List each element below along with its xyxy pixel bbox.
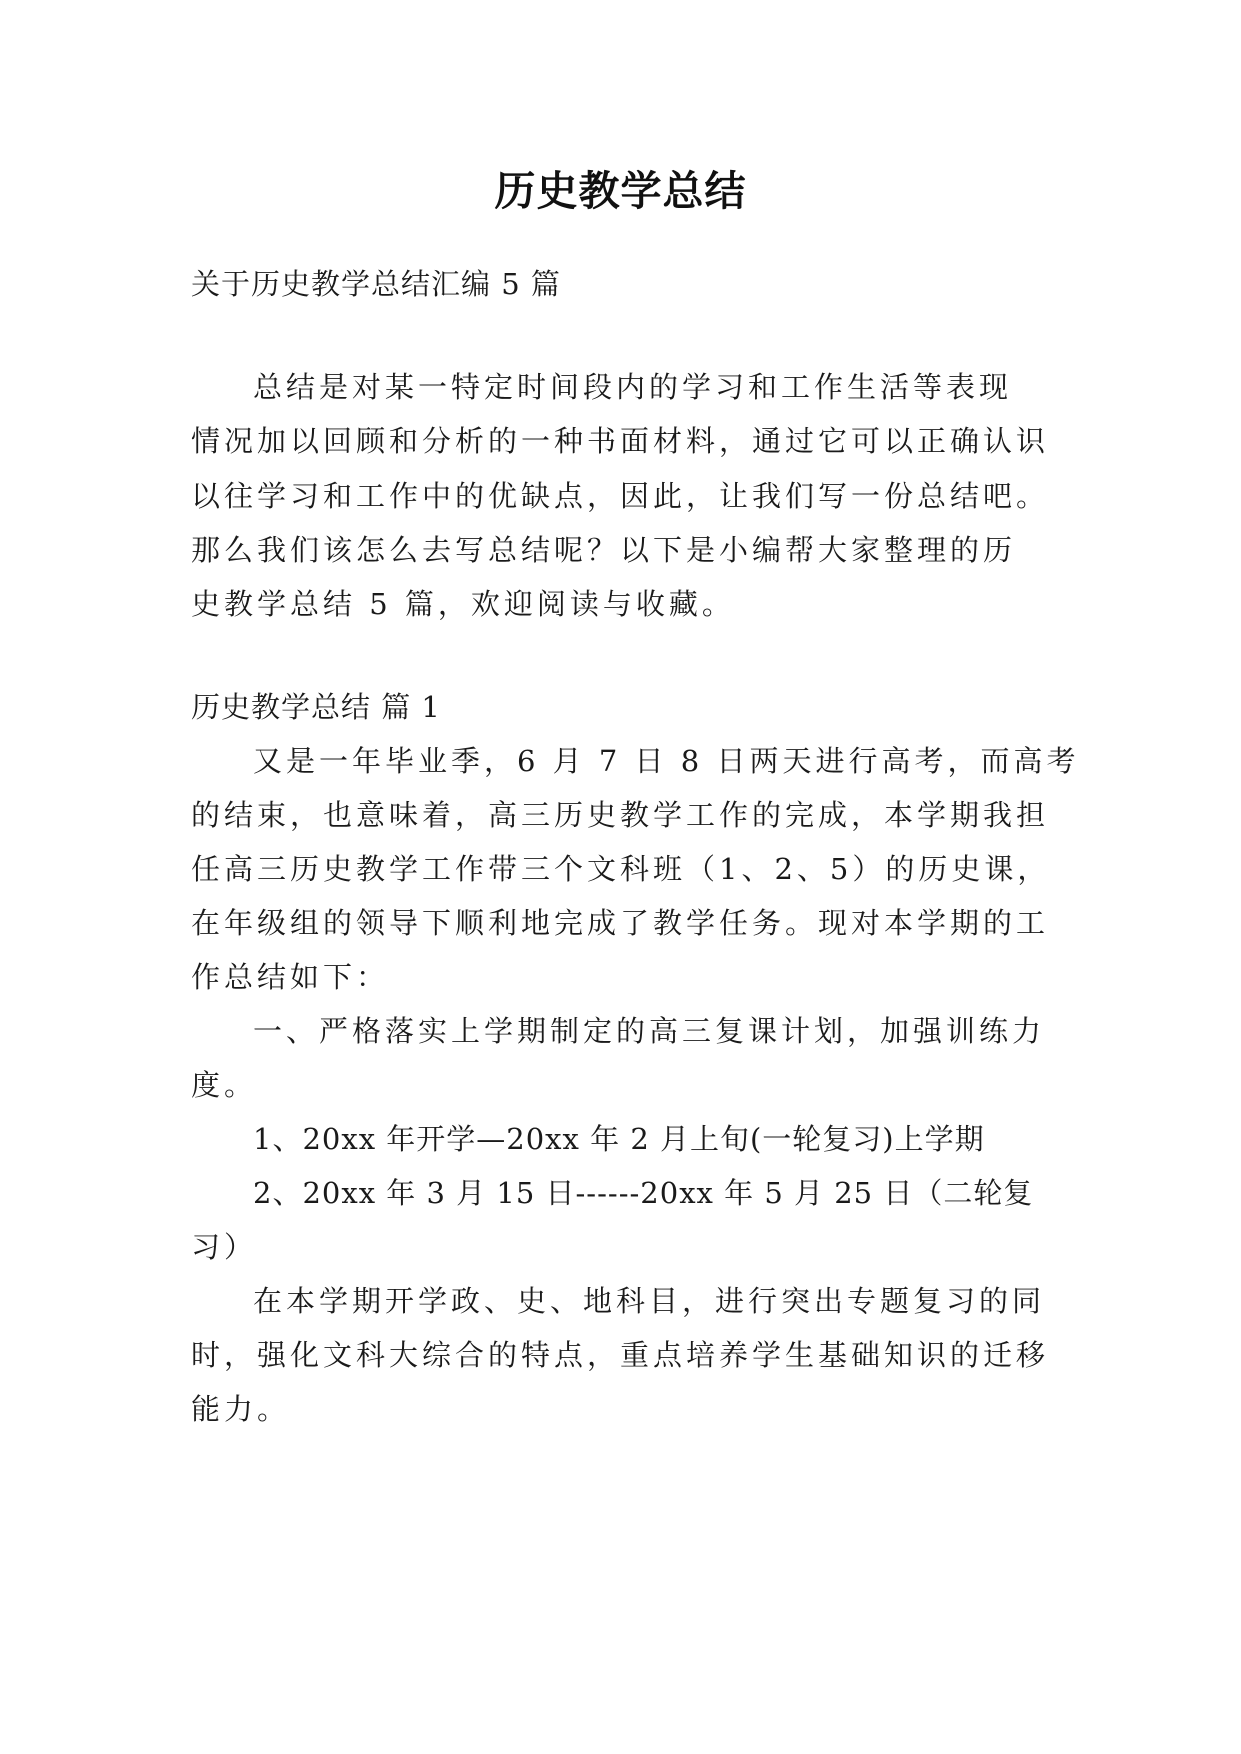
paragraph-line: 能力。 <box>191 1392 291 1426</box>
paragraph-line: 的结束，也意味着，高三历史教学工作的完成，本学期我担 <box>191 798 1050 832</box>
paragraph-line: 习） <box>191 1230 258 1264</box>
paragraph-line: 2、20xx 年 3 月 15 日------20xx 年 5 月 25 日（二轮复 <box>253 1176 1034 1210</box>
paragraph-line: 情况加以回顾和分析的一种书面材料，通过它可以正确认识 <box>191 424 1050 458</box>
paragraph-line: 任高三历史教学工作带三个文科班（1、2、5）的历史课， <box>191 852 1051 886</box>
paragraph-line: 度。 <box>191 1068 258 1102</box>
document-title: 历史教学总结 <box>494 167 747 215</box>
paragraph-line: 史教学总结 5 篇，欢迎阅读与收藏。 <box>191 587 735 621</box>
document-subtitle: 关于历史教学总结汇编 5 篇 <box>191 267 561 301</box>
paragraph-line: 时，强化文科大综合的特点，重点培养学生基础知识的迁移 <box>191 1338 1050 1372</box>
list-item: 1、20xx 年开学—20xx 年 2 月上旬(一轮复习)上学期 <box>253 1122 985 1156</box>
paragraph-line: 在本学期开学政、史、地科目，进行突出专题复习的同 <box>253 1284 1046 1318</box>
paragraph-line: 以往学习和工作中的优缺点，因此，让我们写一份总结吧。 <box>191 479 1050 513</box>
section-heading: 历史教学总结 篇 1 <box>191 690 441 724</box>
paragraph-line: 总结是对某一特定时间段内的学习和工作生活等表现 <box>253 370 1013 404</box>
paragraph-line: 那么我们该怎么去写总结呢？以下是小编帮大家整理的历 <box>191 533 1017 567</box>
paragraph-line: 一、严格落实上学期制定的高三复课计划，加强训练力 <box>253 1014 1046 1048</box>
paragraph-line: 在年级组的领导下顺利地完成了教学任务。现对本学期的工 <box>191 906 1050 940</box>
paragraph-line: 作总结如下： <box>191 960 390 994</box>
paragraph-line: 又是一年毕业季，6 月 7 日 8 日两天进行高考，而高考 <box>253 744 1080 778</box>
